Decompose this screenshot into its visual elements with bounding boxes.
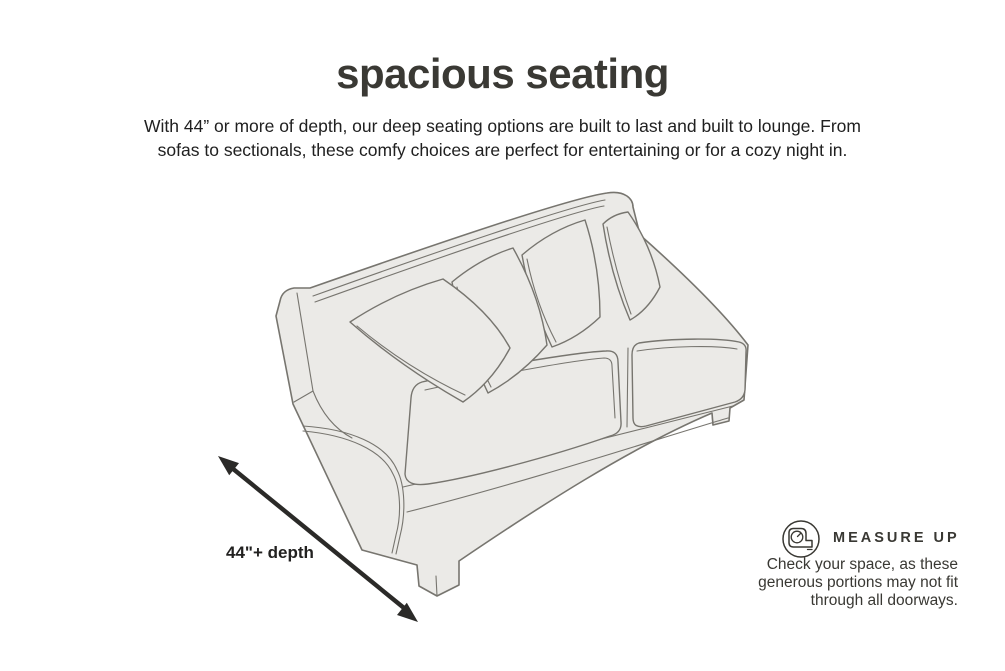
page-title: spacious seating bbox=[336, 50, 669, 97]
depth-arrow bbox=[206, 448, 430, 630]
tape-measure-icon bbox=[781, 519, 821, 559]
measure-up-note-line-3: through all doorways. bbox=[810, 592, 958, 609]
measure-up-note bbox=[698, 556, 958, 610]
measure-up-note-line-2: generous portions may not fit bbox=[758, 574, 958, 591]
page-description bbox=[0, 114, 1005, 162]
page-description-line-2: sofas to sectionals, these comfy choices are perfect for entertaining or for a cozy night in. bbox=[157, 140, 848, 160]
page-description-line-1: With 44” or more of depth, our deep seating options are built to last and built to lounge. From bbox=[144, 116, 861, 136]
measure-up-heading: MEASURE UP bbox=[833, 530, 960, 546]
depth-label: 44"+ depth bbox=[226, 543, 314, 562]
measure-up-note-line-1: Check your space, as these bbox=[766, 556, 958, 573]
